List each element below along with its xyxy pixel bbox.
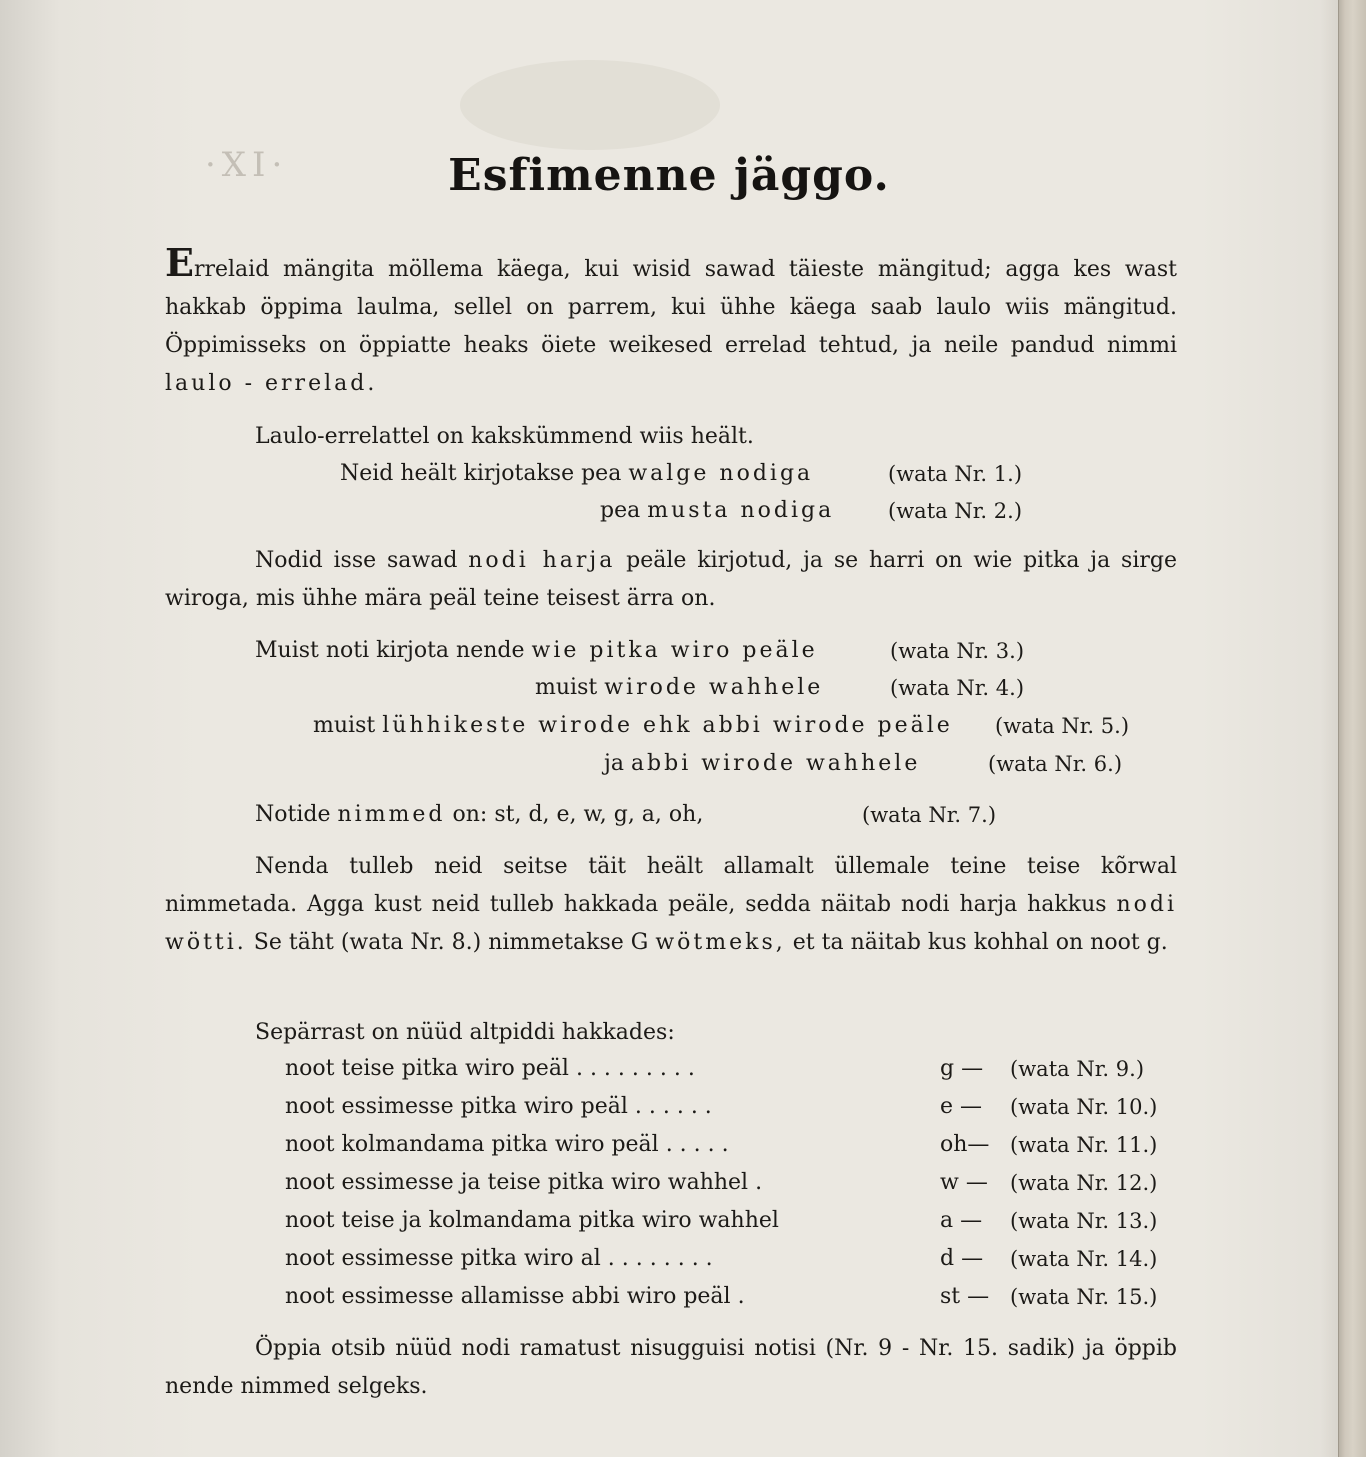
row-ref: (wata Nr. 11.) [1010,1133,1158,1157]
row-ref: (wata Nr. 10.) [1010,1095,1158,1119]
notide-ref: (wata Nr. 7.) [862,803,997,827]
notide-emph: nimmed [337,802,446,827]
notide-text-c: on: st, d, e, w, g, a, oh, [452,802,704,827]
muist-line-2 [535,673,823,703]
nenda-text-c: Se täht (wata Nr. 8.) nimmetakse G [253,930,649,955]
table-row [285,1128,1185,1166]
row-ref: (wata Nr. 9.) [1010,1057,1145,1081]
laulo-line-3-emph: musta nodiga [647,498,835,523]
table-row [285,1204,1185,1242]
row-description: noot essimesse allamisse abbi wiro peäl . [285,1284,745,1309]
row-description: noot essimesse pitka wiro peäl . . . . . . [285,1094,712,1119]
row-description: noot essimesse pitka wiro al . . . . . . . . [285,1246,713,1271]
row-description: noot teise ja kolmandama pitka wiro wahhel [285,1208,779,1233]
row-note: d — [940,1246,984,1271]
separrast-line: Sepärrast on nüüd altpiddi hakkades: [255,1020,675,1045]
row-note: a — [940,1208,983,1233]
muist-1-emph: wie pitka wiro peäle [531,638,818,663]
muist-line-4 [604,749,920,779]
laulo-line-2 [340,459,813,489]
laulo-line-3-ref: (wata Nr. 2.) [888,499,1023,523]
bleed-through-page-number: ·XI· [205,145,289,185]
nodid-text-a: Nodid isse sawad [255,548,458,573]
notide-text-a: Notide [255,802,331,827]
intro-text: rrelaid mängita möllema käega, kui wisid sawad täieste mängitud; agga kes wast hakkab öppima laulma, sellel on parrem, kui ühhe käega saab laulo wiis mängitud. Öppimisseks on öppiatte heaks öiete weikesed errelad tehtud, ja neile pandud nimmi [165,257,1177,358]
row-ref: (wata Nr. 15.) [1010,1285,1158,1309]
table-row [285,1166,1185,1204]
muist-3-ref: (wata Nr. 5.) [995,714,1130,738]
row-ref: (wata Nr. 13.) [1010,1209,1158,1233]
nodid-paragraph [165,542,1177,618]
nenda-text-a: Nenda tulleb neid seitse täit heält allamalt üllemale teine teise kõrwal nimmetada. Agga kust neid tulleb hakkada peäle, sedda näitab nodi harja hakkus [165,854,1177,917]
nodid-emph: nodi harja [468,548,616,573]
nenda-text-e: et ta näitab kus kohhal on noot g. [792,930,1168,955]
laulo-line-3 [600,496,834,526]
nodid-text-c: peäle kirjotud, ja se harri on wie pitka ja sirge wiroga, mis ühhe mära peäl teine teisest ärra on. [165,548,1178,611]
laulo-line-2-emph: walge nodiga [628,461,814,486]
table-row [285,1090,1185,1128]
row-note: w — [940,1170,988,1195]
laulo-line-2-ref: (wata Nr. 1.) [888,462,1023,486]
paper-smudge [460,60,720,150]
muist-1-ref: (wata Nr. 3.) [890,639,1025,663]
muist-2-text: muist [535,675,598,700]
intro-paragraph [165,240,1177,403]
muist-2-ref: (wata Nr. 4.) [890,676,1025,700]
muist-3-text: muist [313,713,376,738]
row-note: e — [940,1094,983,1119]
row-note: st — [940,1284,990,1309]
nenda-emph-1: nodi wötti. [165,892,1177,955]
muist-2-emph: wirode wahhele [604,675,824,700]
drop-cap: E [165,240,194,285]
row-description: noot teise pitka wiro peäl . . . . . . . . . [285,1056,695,1081]
muist-4-ref: (wata Nr. 6.) [988,752,1123,776]
muist-3-emph: lühhikeste wirode ehk abbi wirode peäle [382,713,953,738]
row-description: noot essimesse ja teise pitka wiro wahhel . [285,1170,763,1195]
notide-line [255,800,703,830]
row-ref: (wata Nr. 12.) [1010,1171,1158,1195]
intro-emphasis: laulo - errelad. [165,371,378,396]
row-note: g — [940,1056,984,1081]
table-row [285,1052,1185,1090]
muist-4-text: ja [604,751,624,776]
laulo-line-1: Laulo-errelattel on kakskümmend wiis heält. [255,424,754,449]
laulo-line-3-text: pea [600,498,641,523]
row-ref: (wata Nr. 14.) [1010,1247,1158,1271]
book-spine [1338,0,1366,1457]
nenda-paragraph [165,848,1177,962]
chapter-title: Esfimenne jäggo. [448,150,890,201]
muist-line-3 [313,711,953,741]
nenda-emph-2: wötmeks, [655,930,786,955]
oppia-paragraph: Öppia otsib nüüd nodi ramatust nisugguisi notisi (Nr. 9 - Nr. 15. sadik) ja öppib nende nimmed selgeks. [165,1336,1177,1399]
table-row [285,1242,1185,1280]
laulo-line-2-text: Neid heält kirjotakse pea [340,461,622,486]
muist-line-1 [255,636,818,666]
row-note: oh— [940,1132,990,1157]
muist-1-text: Muist noti kirjota nende [255,638,525,663]
row-description: noot kolmandama pitka wiro peäl . . . . . [285,1132,729,1157]
table-row [285,1280,1185,1318]
muist-4-emph: abbi wirode wahhele [630,751,921,776]
